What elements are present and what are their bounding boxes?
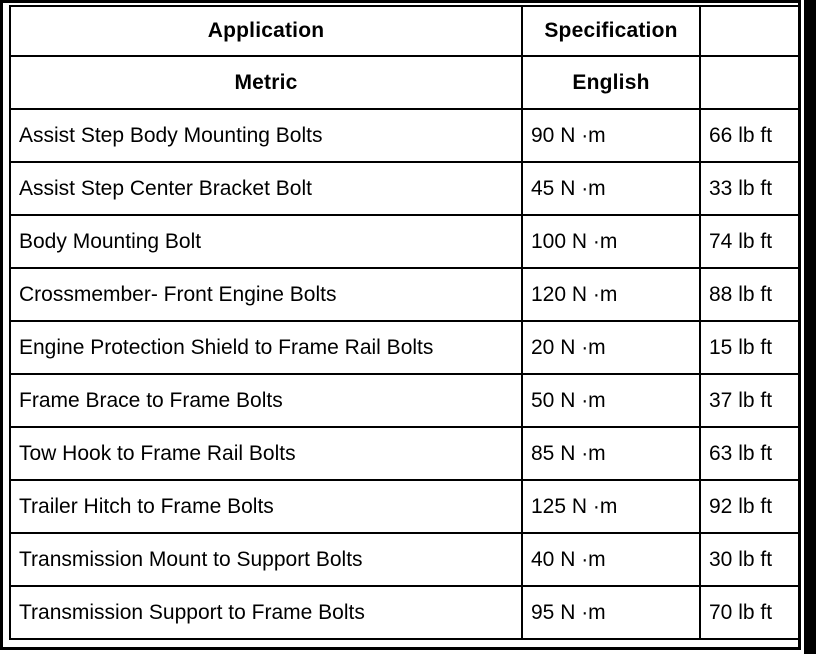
- table-row: [10, 533, 799, 586]
- table-row: [10, 109, 799, 162]
- metric-cell: 20 N ·m: [522, 321, 700, 374]
- metric-cell: 85 N ·m: [522, 427, 700, 480]
- english-cell: 63 lb ft: [700, 427, 799, 480]
- application-cell: Assist Step Body Mounting Bolts: [10, 109, 522, 162]
- metric-cell: 95 N ·m: [522, 586, 700, 639]
- table-row: [10, 162, 799, 215]
- application-cell: Trailer Hitch to Frame Bolts: [10, 480, 522, 533]
- application-cell: Engine Protection Shield to Frame Rail Bolts: [10, 321, 522, 374]
- english-cell: 92 lb ft: [700, 480, 799, 533]
- english-cell: 70 lb ft: [700, 586, 799, 639]
- english-cell: 15 lb ft: [700, 321, 799, 374]
- english-cell: 88 lb ft: [700, 268, 799, 321]
- table-row: [10, 268, 799, 321]
- fastener-spec-table: [9, 5, 800, 640]
- table-row: [10, 321, 799, 374]
- application-cell: Transmission Mount to Support Bolts: [10, 533, 522, 586]
- metric-cell: 40 N ·m: [522, 533, 700, 586]
- english-cell: 66 lb ft: [700, 109, 799, 162]
- application-cell: Frame Brace to Frame Bolts: [10, 374, 522, 427]
- right-edge-bar: [804, 0, 816, 654]
- metric-cell: 90 N ·m: [522, 109, 700, 162]
- application-cell: Assist Step Center Bracket Bolt: [10, 162, 522, 215]
- metric-cell: 45 N ·m: [522, 162, 700, 215]
- application-cell: Crossmember- Front Engine Bolts: [10, 268, 522, 321]
- application-cell: Tow Hook to Frame Rail Bolts: [10, 427, 522, 480]
- table-row: [10, 427, 799, 480]
- table-row: [10, 215, 799, 268]
- metric-cell: 120 N ·m: [522, 268, 700, 321]
- english-cell: 74 lb ft: [700, 215, 799, 268]
- header-english: English: [522, 56, 700, 109]
- table-row: [10, 586, 799, 639]
- metric-cell: 50 N ·m: [522, 374, 700, 427]
- metric-cell: 125 N ·m: [522, 480, 700, 533]
- application-cell: Body Mounting Bolt: [10, 215, 522, 268]
- application-cell: Transmission Support to Frame Bolts: [10, 586, 522, 639]
- header-blank: [700, 56, 799, 109]
- header-blank: [700, 6, 799, 56]
- units-header-row: [10, 56, 799, 109]
- english-cell: 37 lb ft: [700, 374, 799, 427]
- metric-cell: 100 N ·m: [522, 215, 700, 268]
- header-application: Application: [10, 6, 522, 56]
- table-row: [10, 480, 799, 533]
- header-specification: Specification: [522, 6, 700, 56]
- header-row: [10, 6, 799, 56]
- table-row: [10, 374, 799, 427]
- english-cell: 33 lb ft: [700, 162, 799, 215]
- english-cell: 30 lb ft: [700, 533, 799, 586]
- header-metric: Metric: [10, 56, 522, 109]
